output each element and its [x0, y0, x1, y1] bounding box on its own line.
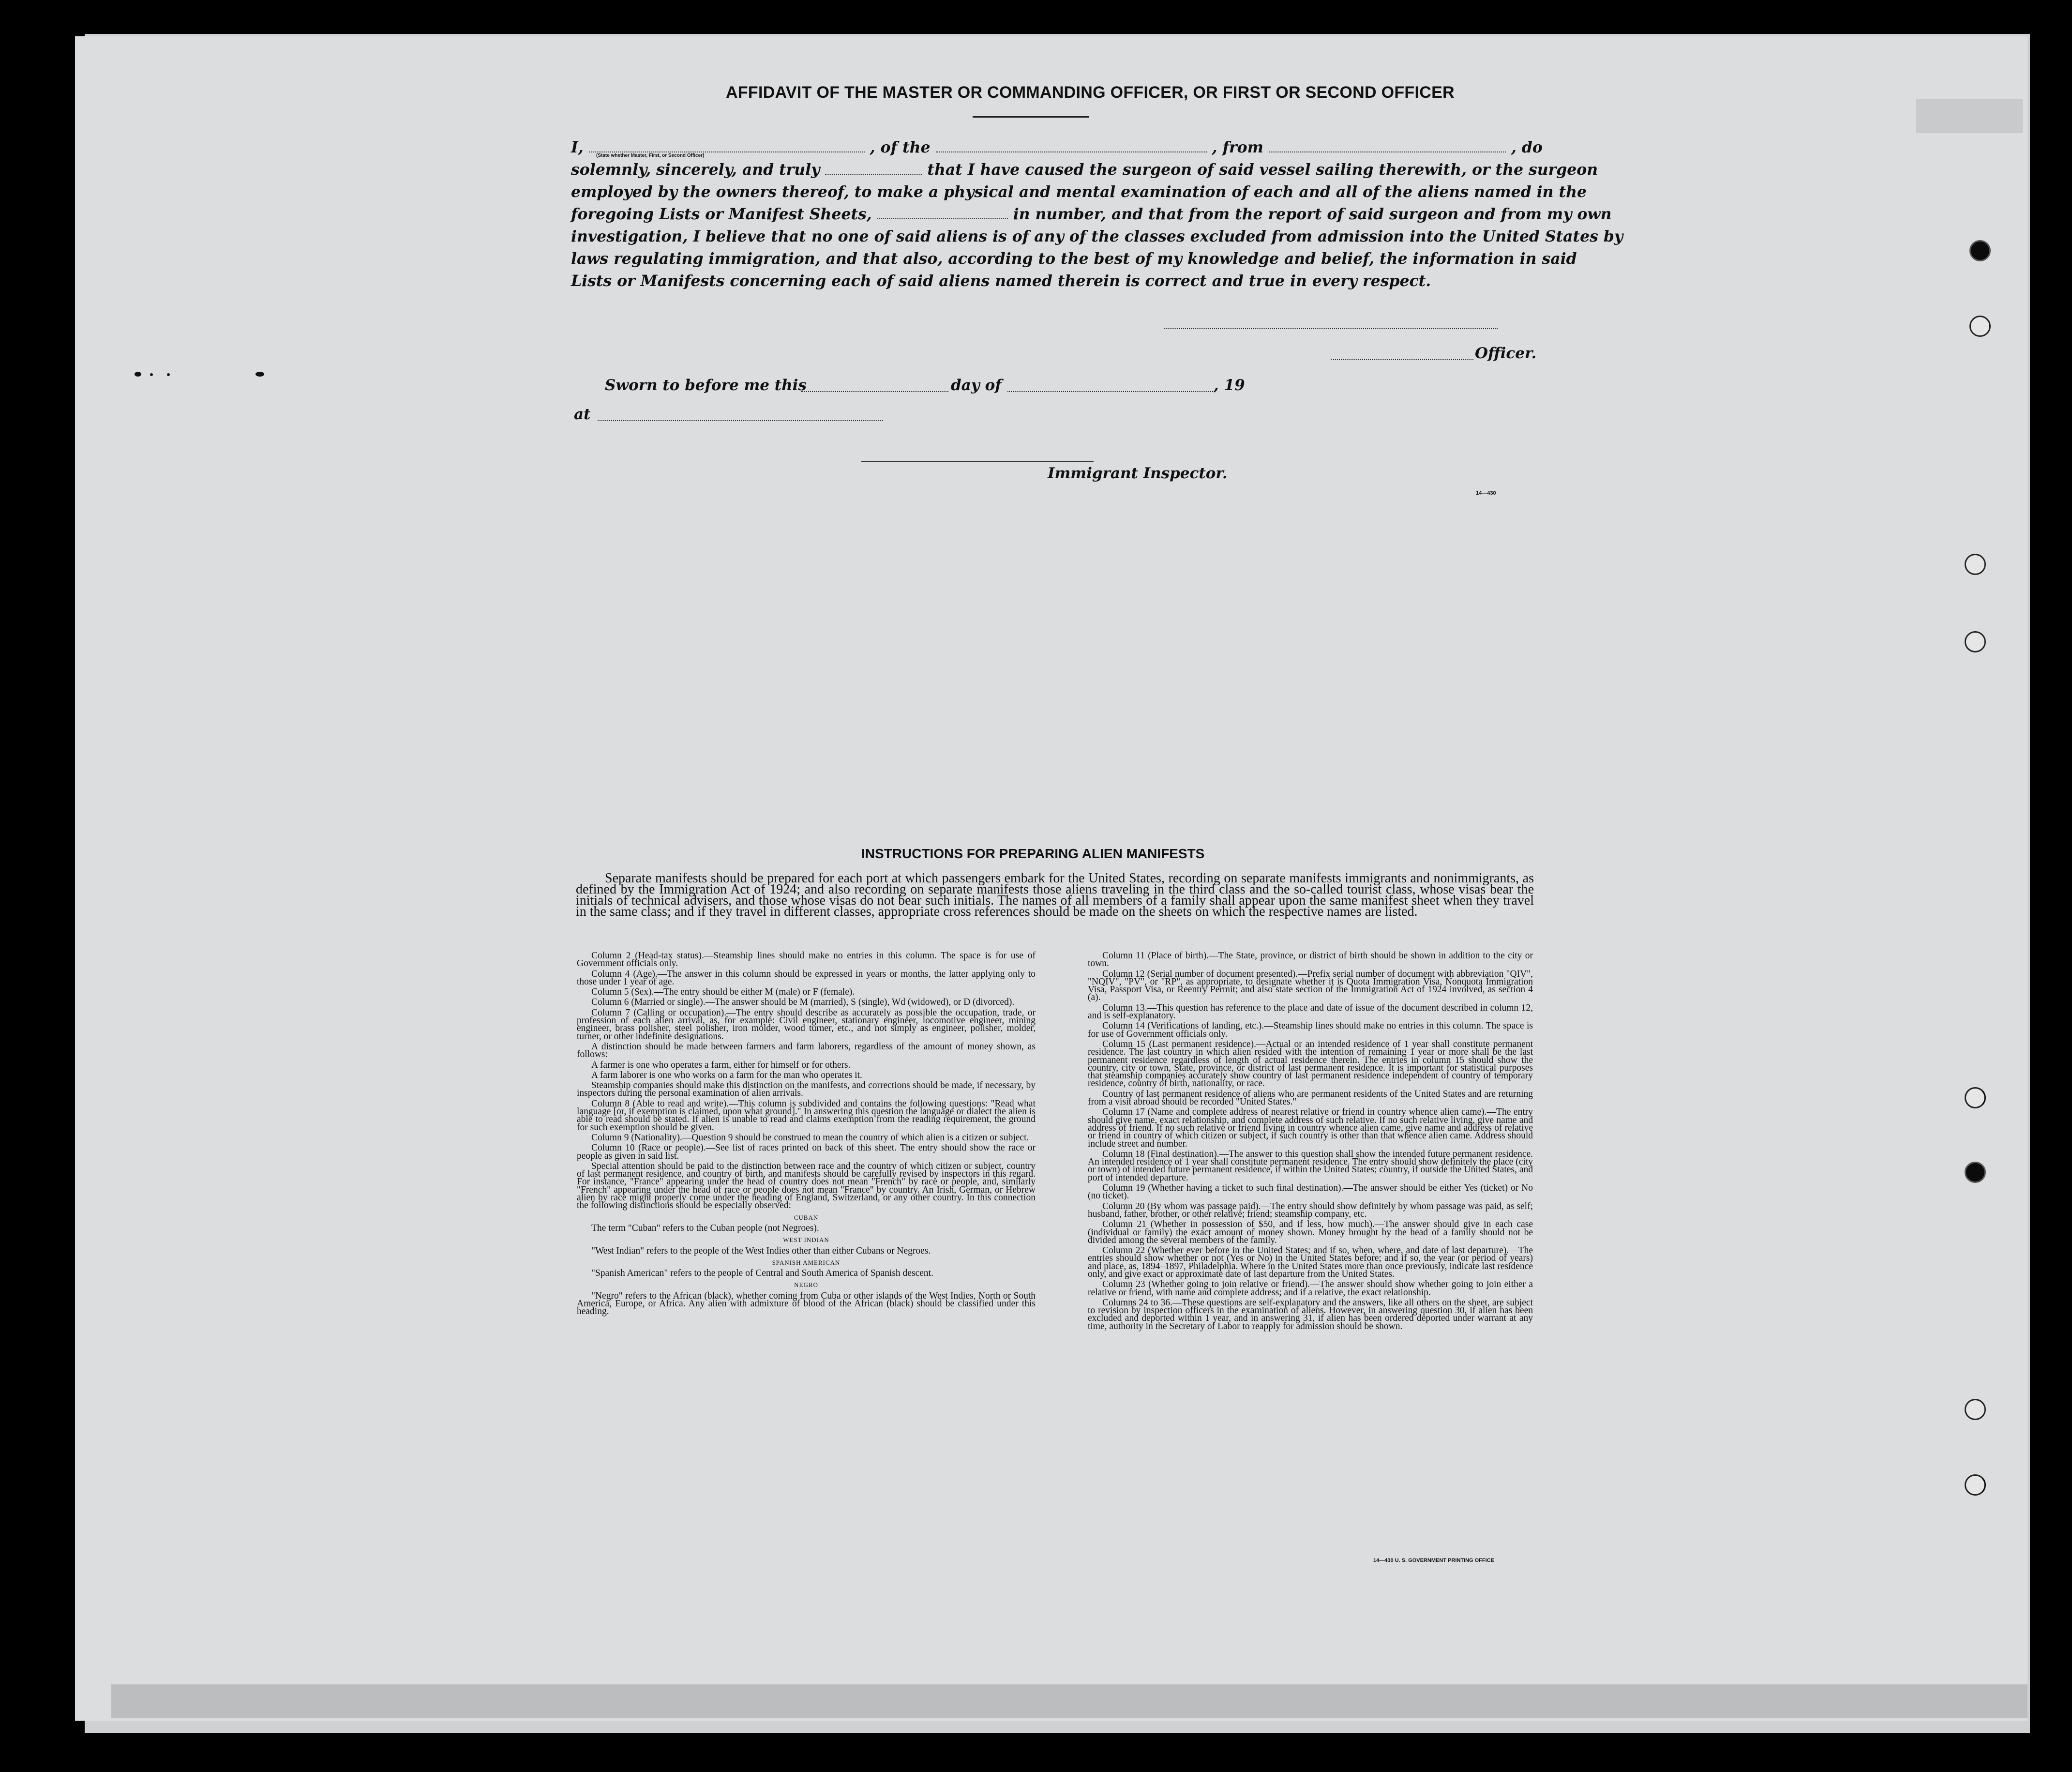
sworn-month-field[interactable]	[1007, 390, 1213, 392]
instruction-paragraph: Special attention should be paid to the distinction between race and the country of which citizen or subject, country of last permanent residence, and country of birth, and manifests should be carefully revised by inspectors in this regard. For instance, "France" appearing under the head of country does not mean "French" by race or people, and, similarly "French" appearing under the head of race or people does not mean "France" by country. An Irish, German, or Hebrew alien by race might properly come under the heading of England, Switzerland, or any other country. In this connection the following distinctions should be especially observed:	[577, 1161, 1036, 1211]
instruction-paragraph: Column 23 (Whether going to join relative or friend).—The answer should show whether going to join either a relative or friend, with name and complete address; and if a relative, the exact relationship.	[1088, 1279, 1533, 1298]
officer-rank-note: (State whether Master, First, or Second Officer)	[596, 153, 705, 158]
instruction-paragraph: Column 8 (Able to read and write).—This column is subdivided and contains the following questions: "Read what language [or, if exemption is claimed, upon what ground]." In answering this question the language or dialect the alien is able to read should be stated. If alien is unable to read and claims exemption from the reading requirement, the ground for such exemption should be given.	[577, 1098, 1036, 1133]
instruction-paragraph: Column 17 (Name and complete address of nearest relative or friend in country whence alien came).—The entry should give name, exact relationship, and complete address of such relative. If no such relative living, give name and address of friend. If no such relative or friend living in country whence alien came, give name and address of relative or friend in country of which citizen or subject, if such country is other than that whence alien came. Address should include street and number.	[1088, 1107, 1533, 1149]
affidavit-line-3: employed by the owners thereof, to make a physical and mental examination of each and all of the aliens named in the	[571, 183, 1587, 201]
binder-hole	[1965, 1474, 1986, 1496]
officer-rank-field[interactable]	[589, 141, 865, 152]
inspector-signature-line[interactable]	[861, 461, 1094, 462]
binder-hole	[1965, 1162, 1986, 1183]
affidavit-text: foregoing Lists or Manifest Sheets,	[571, 205, 872, 223]
instruction-paragraph: Column 7 (Calling or occupation).—The entry should describe as accurately as possible the occupation, trade, or profession of each alien arrival, as, for example: Civil engineer, stationary engineer, locomotive engineer, mining engineer, brass polisher, steel polisher, iron molder, wood turner, etc., and not simply as engineer, polisher, molder, turner, or other indefinite designations.	[577, 1007, 1036, 1042]
instructions-intro: Separate manifests should be prepared for each port at which passengers embark for the United States, recording on separate manifests immigrants and nonimmigrants, as defined by the Immigration Act of 1924; and also recording on separate manifests those aliens traveling in the third class and the so-called tourist class, whose visas bear the initials of technical advisers, and those whose visas do not bear such initials. The names of all members of a family shall appear upon the same manifest sheet when they travel in the same class; and if they travel in different classes, appropriate cross references should be made on the sheets on which the respective names are listed.	[576, 871, 1534, 919]
sworn-label: Sworn to before me this	[605, 377, 807, 394]
negro-definition: "Negro" refers to the African (black), whether coming from Cuba or other islands of the West Indies, North or South America, Europe, or Africa. Any alien with admixture of blood of the African (black) should be classified under this heading.	[577, 1290, 1036, 1317]
instruction-paragraph: Column 9 (Nationality).—Question 9 should be construed to mean the country of which alien is a citizen or subject.	[591, 1132, 1029, 1143]
instruction-paragraph: Column 21 (Whether in possession of $50, and if less, how much).—The answer should give in each case (individual or family) the exact amount of money shown. Money brought by the head of a family should not be divided among the several members of the family.	[1088, 1219, 1533, 1245]
instruction-paragraph: Column 22 (Whether ever before in the United States; and if so, when, where, and date of last departure).—The entries should show whether or not (Yes or No) in the United States before; and if so, the year (or period of years) and place, as, 1894–1897, Philadelphia. Where in the United States more than once previously, indicate last residence only, and give exact or approximate date of last departure from the United States.	[1088, 1245, 1533, 1279]
sworn-day-field[interactable]	[801, 390, 948, 392]
instructions-left-column	[577, 952, 1036, 1318]
instruction-paragraph: A farm laborer is one who works on a farm for the man who operates it.	[591, 1070, 862, 1080]
affidavit-form-number: 14—430	[1476, 490, 1496, 496]
affidavit-text: solemnly, sincerely, and truly	[571, 161, 820, 179]
instruction-paragraph: Column 15 (Last permanent residence).—Actual or an intended residence of 1 year shall constitute permanent residence. The last country in which alien resided with the intention of remaining 1 year or more shall be the last permanent residence regardless of length of actual residence therein. The entries in column 15 should show the country, city or town, State, province, or district of last permanent residence. It is important for statistical purposes that steamship companies accurately show country of last permanent residence independent of country of temporary residence, country of birth, nationality, or race.	[1088, 1039, 1533, 1089]
port-from-field[interactable]	[1269, 141, 1506, 152]
affidavit-title: AFFIDAVIT OF THE MASTER OR COMMANDING OFFICER, OR FIRST OR SECOND OFFICER	[726, 83, 1455, 102]
instruction-paragraph: Column 19 (Whether having a ticket to such final destination).—The answer should be either Yes (ticket) or No (no ticket).	[1088, 1183, 1533, 1201]
affidavit-i: I,	[571, 138, 584, 156]
cuban-definition: The term "Cuban" refers to the Cuban people (not Negroes).	[591, 1223, 819, 1233]
instruction-paragraph: Column 2 (Head-tax status).—Steamship lines should make no entries in this column. The space is for use of Government officials only.	[577, 951, 1036, 969]
instructions-right-column	[1088, 952, 1533, 1333]
instruction-paragraph: Column 10 (Race or people).—See list of races printed on back of this sheet. The entry should show the race or people as given in said list.	[577, 1143, 1036, 1161]
inspector-label: Immigrant Inspector.	[1048, 465, 1228, 482]
instruction-paragraph: Column 14 (Verifications of landing, etc.).—Steamship lines should make no entries in this column. The space is for use of Government officials only.	[1088, 1021, 1533, 1039]
affidavit-line-7: Lists or Manifests concerning each of said aliens named therein is correct and true in every respect.	[571, 272, 1431, 290]
binder-hole	[1965, 631, 1986, 652]
ink-speck	[255, 372, 264, 377]
printing-office-footer: 14—430 U. S. GOVERNMENT PRINTING OFFICE	[1373, 1558, 1494, 1563]
affidavit-from: , from	[1212, 138, 1263, 156]
binder-hole	[1969, 240, 1991, 261]
affidavit-line-5: investigation, I believe that no one of said aliens is of any of the classes excluded from admission into the United States by	[571, 227, 1623, 245]
instruction-paragraph: A farmer is one who operates a farm, either for himself or for others.	[591, 1060, 851, 1070]
spanish-american-heading: SPANISH AMERICAN	[772, 1258, 841, 1266]
officer-label: Officer.	[1475, 345, 1537, 362]
signature-line[interactable]	[1164, 327, 1498, 329]
affidavit-line-4	[571, 203, 1612, 226]
binder-hole	[1965, 1087, 1986, 1108]
binder-hole	[1965, 554, 1986, 575]
ink-speck	[150, 373, 153, 376]
west-indian-definition: "West Indian" refers to the people of the West Indies other than either Cubans or Negroes.	[591, 1245, 931, 1256]
ink-speck	[135, 372, 141, 377]
instructions-title: INSTRUCTIONS FOR PREPARING ALIEN MANIFESTS	[861, 846, 1205, 861]
negro-heading: NEGRO	[794, 1281, 818, 1289]
swear-affirm-field[interactable]	[825, 163, 922, 175]
instruction-paragraph: Column 12 (Serial number of document presented).—Prefix serial number of document with abbreviation "QIV", "NQIV", "PV", or "RP", as appropriate, to designate whether it is Quota Immigration Visa, Nonquota Immigration Visa, Passport Visa, or Reentry Permit; and also state section of the Immigration Act of 1924 involved, as section 4 (a).	[1088, 969, 1533, 1003]
vessel-name-field[interactable]	[936, 141, 1207, 152]
instruction-paragraph: A distinction should be made between farmers and farm laborers, regardless of the amount of money shown, as follows:	[577, 1041, 1036, 1060]
affidavit-line-6: laws regulating immigration, and that also, according to the best of my knowledge and belief, the information in said	[571, 250, 1577, 268]
instruction-paragraph: Column 18 (Final destination).—The answer to this question shall show the intended future permanent residence. An intended residence of 1 year shall constitute permanent residence. The entry should show definitely the place (city or town) of intended future permanent residence, if within the United States; country, if outside the United States, and port of intended departure.	[1088, 1149, 1533, 1183]
officer-signature-line[interactable]	[1331, 358, 1473, 360]
instruction-paragraph: Column 13.—This question has reference to the place and date of issue of the document described in column 12, and is self-explanatory.	[1088, 1002, 1533, 1021]
ghost-show-through	[1916, 99, 2023, 133]
ink-speck	[167, 373, 170, 376]
instruction-paragraph: Column 5 (Sex).—The entry should be either M (male) or F (female).	[591, 987, 855, 998]
affidavit-of-the: , of the	[870, 138, 931, 156]
title-rule	[973, 116, 1089, 118]
instruction-paragraph: Column 6 (Married or single).—The answer should be M (married), S (single), Wd (widowed), or D (divorced).	[591, 997, 1015, 1008]
affidavit-line-1	[571, 136, 1543, 159]
affidavit-do: , do	[1511, 138, 1543, 156]
day-of-label: day of	[951, 377, 1002, 394]
affidavit-text: that I have caused the surgeon of said vessel sailing therewith, or the surgeon	[927, 161, 1598, 179]
sheet-count-field[interactable]	[877, 208, 1008, 219]
affidavit-body	[571, 136, 1623, 292]
cuban-heading: CUBAN	[794, 1213, 819, 1221]
at-label: at	[574, 406, 591, 423]
affidavit-text: in number, and that from the report of said surgeon and from my own	[1013, 205, 1612, 223]
instruction-paragraph: Column 11 (Place of birth).—The State, province, or district of birth should be shown in addition to the city or town.	[1088, 951, 1533, 969]
binder-hole	[1965, 1399, 1986, 1420]
sworn-place-field[interactable]	[598, 419, 883, 421]
instruction-paragraph: Steamship companies should make this distinction on the manifests, and corrections should be made, if necessary, by inspectors during the personal examination of alien arrivals.	[577, 1080, 1036, 1099]
instruction-paragraph: Column 4 (Age).—The answer in this column should be expressed in years or months, the latter applying only to those under 1 year of age.	[577, 969, 1036, 987]
sheet-stack-edge	[111, 1684, 2027, 1718]
west-indian-heading: WEST INDIAN	[783, 1236, 829, 1244]
spanish-american-definition: "Spanish American" refers to the people of Central and South America of Spanish descent.	[591, 1268, 933, 1279]
year-label: , 19	[1214, 377, 1245, 394]
affidavit-line-2	[571, 159, 1598, 181]
binder-hole	[1969, 316, 1991, 337]
instruction-paragraph: Column 20 (By whom was passage paid).—The entry should show definitely by whom passage was paid, as self; husband, father, brother, or other relative; friend; steamship company, etc.	[1088, 1201, 1533, 1219]
instruction-paragraph: Columns 24 to 36.—These questions are self-explanatory and the answers, like all others on the sheet, are subject to revision by inspection officers in the examination of aliens. However, in answering question 30, if alien has been excluded and deported within 1 year, and in answering 31, if alien has been ordered deported under warrant at any time, authority in the Secretary of Labor to reapply for admission should be shown.	[1088, 1297, 1533, 1332]
instruction-paragraph: Country of last permanent residence of aliens who are permanent residents of the United States and are returning from a visit abroad should be recorded "United States."	[1088, 1089, 1533, 1107]
